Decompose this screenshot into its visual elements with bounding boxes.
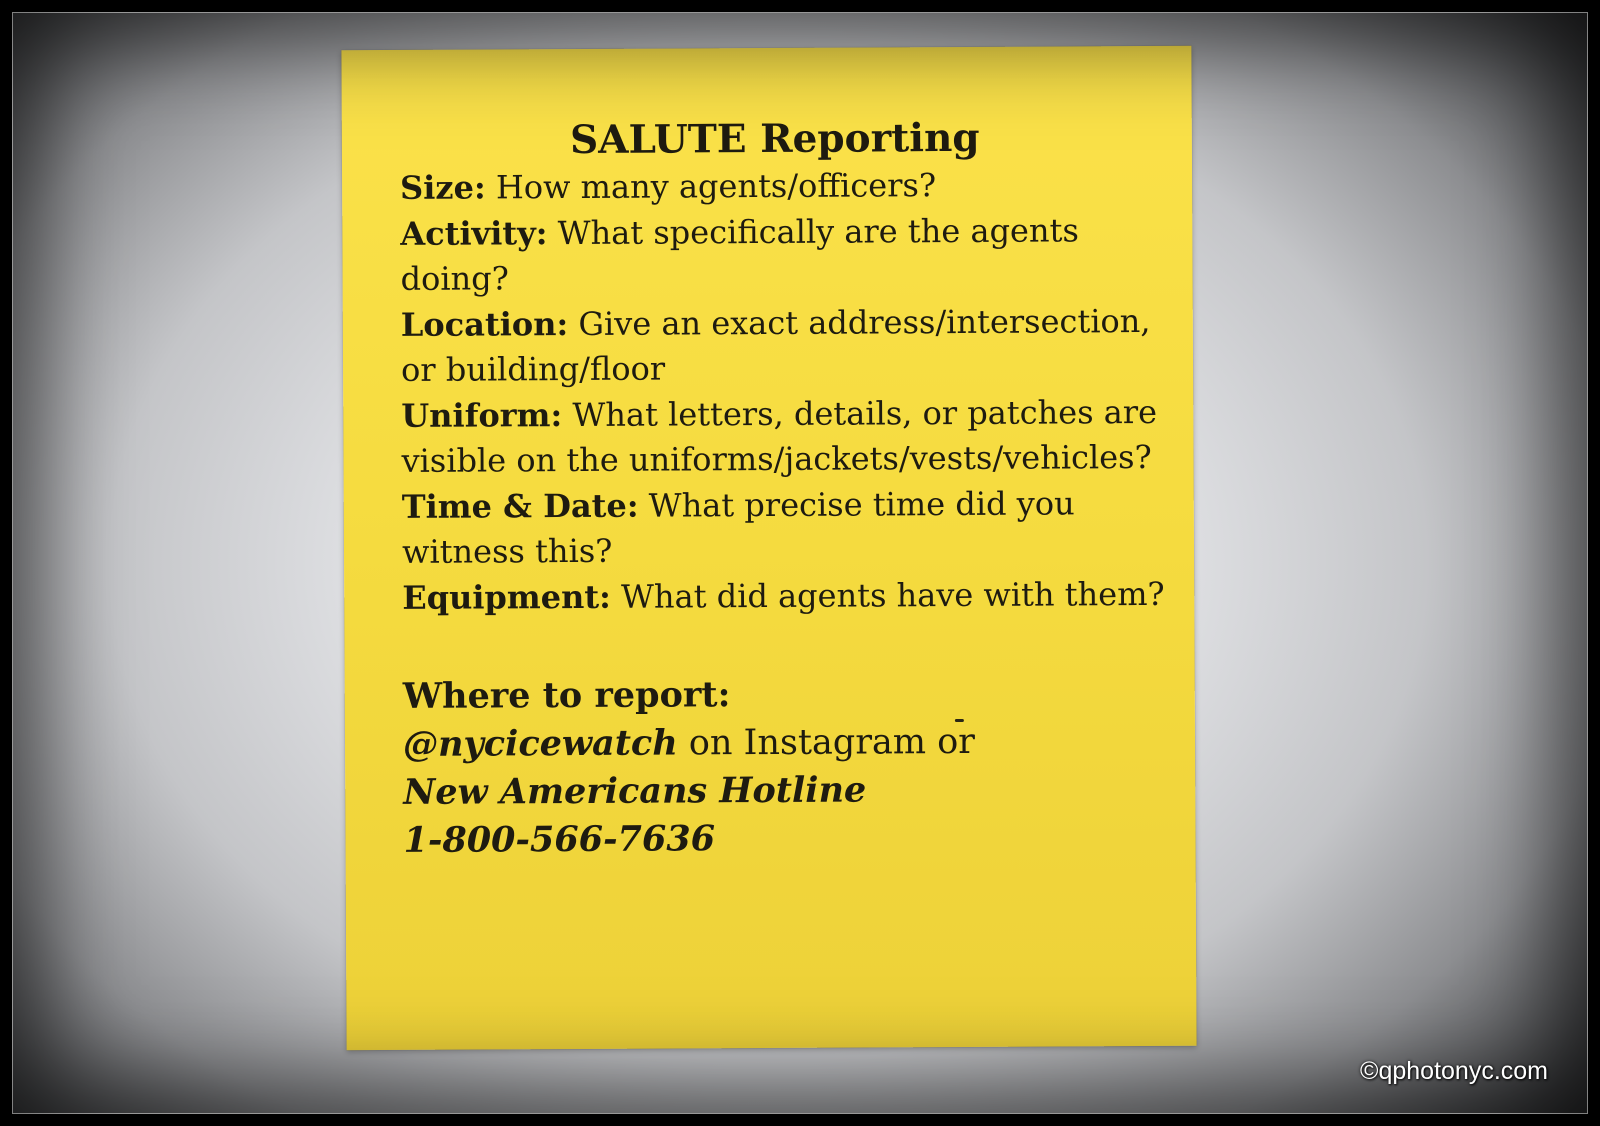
field-size bbox=[400, 162, 1170, 212]
instagram-suffix: on Instagram or bbox=[688, 721, 976, 764]
field-activity-label: Activity: bbox=[400, 213, 548, 253]
instagram-handle: @nycicewatch bbox=[402, 722, 678, 765]
field-uniform-text: What letters, details, or patches are visible on the uniforms/jackets/vests/vehicles? bbox=[401, 392, 1158, 480]
field-equipment-text: What did agents have with them? bbox=[620, 574, 1165, 616]
field-activity bbox=[400, 207, 1170, 302]
watermark: ©qphotonyc.com bbox=[1360, 1057, 1548, 1085]
salute-card bbox=[341, 46, 1196, 1050]
ink-speck bbox=[955, 719, 964, 722]
hotline-phone: 1-800-566-7636 bbox=[403, 818, 716, 861]
field-time-date-text: What precise time did you witness this? bbox=[401, 483, 1075, 571]
card-title: SALUTE Reporting bbox=[569, 114, 980, 164]
field-location bbox=[401, 298, 1171, 393]
field-size-text: How many agents/officers? bbox=[495, 166, 937, 207]
report-instagram-line bbox=[403, 717, 1173, 769]
field-size-label: Size: bbox=[400, 168, 486, 207]
field-time-date-label: Time & Date: bbox=[401, 486, 639, 526]
field-activity-text: What specifically are the agents doing? bbox=[400, 210, 1079, 298]
card-body bbox=[400, 112, 1174, 865]
photo-frame bbox=[12, 12, 1588, 1114]
field-location-label: Location: bbox=[400, 304, 569, 344]
field-equipment-label: Equipment: bbox=[402, 577, 611, 617]
spacer bbox=[402, 617, 1172, 673]
report-heading: Where to report: bbox=[402, 674, 731, 717]
field-uniform-label: Uniform: bbox=[401, 395, 563, 435]
field-location-text: Give an exact address/intersection, or building/floor bbox=[400, 301, 1151, 389]
field-uniform bbox=[401, 389, 1171, 484]
field-time-date bbox=[402, 480, 1172, 575]
hotline-name: New Americans Hotline bbox=[403, 769, 867, 813]
field-equipment bbox=[402, 571, 1172, 621]
